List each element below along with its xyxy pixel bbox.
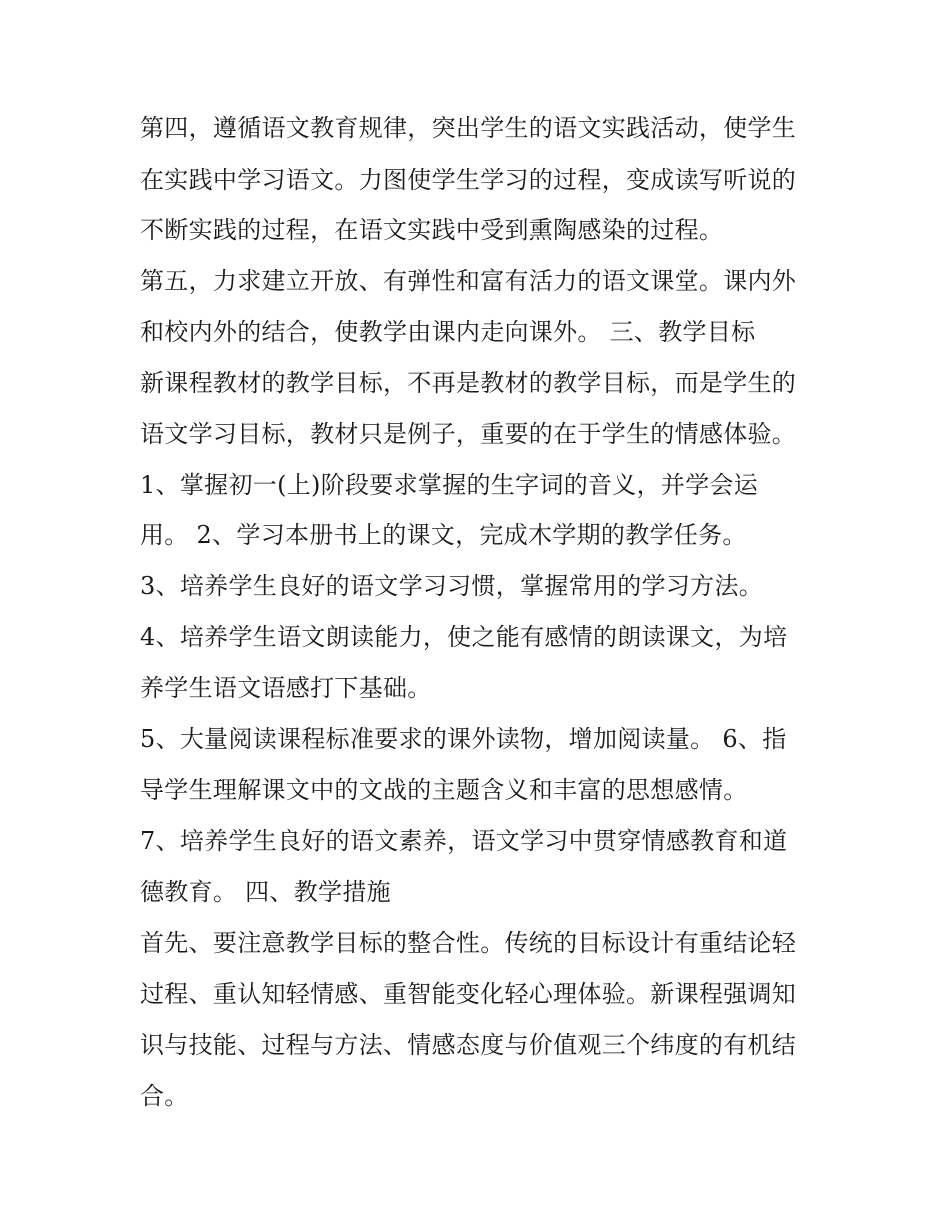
text-line: 用。 2、学习本册书上的课文，完成木学期的教学任务。 [140, 521, 747, 549]
text-line: 5、大量阅读课程标准要求的课外读物，增加阅读量。 6、指 [140, 725, 787, 753]
text-line: 导学生理解课文中的文战的主题含义和丰富的思想感情。 [140, 776, 748, 804]
text-line: 和校内外的结合，使教学由课内走向课外。 三、教学目标 [140, 318, 756, 346]
text-line: 养学生语文语感打下基础。 [140, 674, 432, 702]
text-line: 4、培养学生语文朗读能力，使之能有感情的朗读课文，为培 [140, 623, 788, 651]
text-line: 7、培养学生良好的语文素养，语文学习中贯穿情感教育和道 [140, 827, 788, 855]
text-line: 3、培养学生良好的语文学习习惯，掌握常用的学习方法。 [140, 572, 764, 600]
text-line: 德教育。 四、教学措施 [140, 878, 391, 906]
text-line: 第五，力求建立开放、有弹性和富有活力的语文课堂。课内外 [140, 267, 797, 295]
text-line: 不断实践的过程，在语文实践中受到熏陶感染的过程。 [140, 216, 724, 244]
text-line: 过程、重认知轻情感、重智能变化轻心理体验。新课程强调知 [140, 980, 797, 1008]
text-line: 首先、要注意教学目标的整合性。传统的目标设计有重结论轻 [140, 929, 797, 957]
text-line: 在实践中学习语文。力图使学生学习的过程，变成读写听说的 [140, 166, 797, 194]
text-line: 识与技能、过程与方法、情感态度与价值观三个纬度的有机结 [140, 1031, 797, 1059]
text-line: 第四，遵循语文教育规律，突出学生的语文实践活动，使学生 [140, 114, 797, 142]
text-line: 合。 [140, 1082, 189, 1110]
text-line: 新课程教材的教学目标，不再是教材的教学目标，而是学生的 [140, 369, 797, 397]
text-line: 语文学习目标，教材只是例子，重要的在于学生的情感体验。 [140, 420, 797, 448]
text-line: 1、掌握初一(上)阶段要求掌握的生字词的音义，并学会运 [140, 471, 759, 499]
